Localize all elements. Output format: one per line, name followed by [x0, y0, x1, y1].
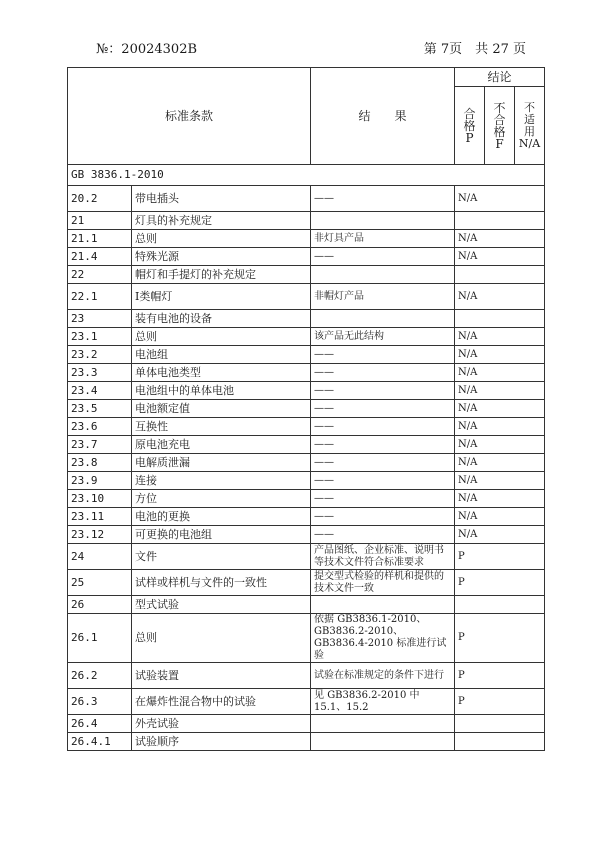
- clause-table: [67, 67, 545, 751]
- verdict-cell: N/A: [455, 418, 545, 436]
- table-row: [68, 472, 545, 490]
- clause-number: 26.2: [68, 663, 132, 689]
- result-cell: [311, 715, 455, 733]
- verdict-cell: [455, 715, 545, 733]
- verdict-cell: N/A: [455, 248, 545, 266]
- clause-title: 总则: [132, 328, 311, 346]
- clause-number: 23.12: [68, 526, 132, 544]
- result-cell: ——: [311, 186, 455, 212]
- clause-number: 23.9: [68, 472, 132, 490]
- clause-title: 方位: [132, 490, 311, 508]
- result-cell: [311, 266, 455, 284]
- table-row: [68, 400, 545, 418]
- clause-number: 25: [68, 570, 132, 596]
- table-row: [68, 328, 545, 346]
- verdict-cell: N/A: [455, 364, 545, 382]
- table-row: [68, 382, 545, 400]
- result-cell: ——: [311, 508, 455, 526]
- clause-number: 23: [68, 310, 132, 328]
- verdict-cell: N/A: [455, 284, 545, 310]
- table-row: [68, 526, 545, 544]
- verdict-cell: N/A: [455, 328, 545, 346]
- fail-header: 不 合 格 F: [485, 87, 515, 165]
- verdict-cell: N/A: [455, 436, 545, 454]
- clause-number: 26.1: [68, 614, 132, 663]
- result-cell: ——: [311, 400, 455, 418]
- result-cell: ——: [311, 364, 455, 382]
- table-row: [68, 733, 545, 751]
- table-row: [68, 454, 545, 472]
- clause-title: 可更换的电池组: [132, 526, 311, 544]
- clause-number: 23.4: [68, 382, 132, 400]
- result-cell: [311, 596, 455, 614]
- clause-number: 21.4: [68, 248, 132, 266]
- verdict-cell: N/A: [455, 472, 545, 490]
- result-cell: 非灯具产品: [311, 230, 455, 248]
- result-cell: ——: [311, 418, 455, 436]
- table-row: [68, 508, 545, 526]
- result-cell: 依据 GB3836.1-2010、GB3836.2-2010、GB3836.4-2010 标准进行试验: [311, 614, 455, 663]
- verdict-cell: P: [455, 570, 545, 596]
- clause-number: 21: [68, 212, 132, 230]
- clause-number: 23.3: [68, 364, 132, 382]
- clause-title: 电池的更换: [132, 508, 311, 526]
- verdict-cell: N/A: [455, 490, 545, 508]
- result-cell: 提交型式检验的样机和提供的技术文件一致: [311, 570, 455, 596]
- verdict-cell: P: [455, 614, 545, 663]
- clause-title: 灯具的补充规定: [132, 212, 311, 230]
- table-row: [68, 715, 545, 733]
- clause-title: 电池组: [132, 346, 311, 364]
- clause-number: 26.3: [68, 689, 132, 715]
- table-row: [68, 490, 545, 508]
- clause-number: 26.4: [68, 715, 132, 733]
- table-row: [68, 266, 545, 284]
- clause-title: 总则: [132, 230, 311, 248]
- result-cell: 非帽灯产品: [311, 284, 455, 310]
- standard-row: GB 3836.1-2010: [68, 165, 545, 186]
- clause-title: 装有电池的设备: [132, 310, 311, 328]
- verdict-cell: N/A: [455, 400, 545, 418]
- verdict-cell: N/A: [455, 454, 545, 472]
- clause-title: 在爆炸性混合物中的试验: [132, 689, 311, 715]
- report-number: №：20024302B: [96, 42, 198, 57]
- verdict-cell: P: [455, 663, 545, 689]
- result-cell: [311, 733, 455, 751]
- table-row: [68, 212, 545, 230]
- table-row: [68, 230, 545, 248]
- clause-number: 20.2: [68, 186, 132, 212]
- clause-number: 26: [68, 596, 132, 614]
- clause-number: 23.7: [68, 436, 132, 454]
- result-cell: ——: [311, 346, 455, 364]
- verdict-cell: [455, 596, 545, 614]
- table-row: [68, 346, 545, 364]
- clause-number: 23.2: [68, 346, 132, 364]
- table-row: [68, 418, 545, 436]
- clause-title: 原电池充电: [132, 436, 311, 454]
- table-row: [68, 544, 545, 570]
- result-header: 结 果: [311, 68, 455, 165]
- clause-title: 型式试验: [132, 596, 311, 614]
- clause-number: 26.4.1: [68, 733, 132, 751]
- page-counter: 第 7页 共 27 页: [423, 42, 526, 57]
- result-cell: 该产品无此结构: [311, 328, 455, 346]
- clause-number: 23.5: [68, 400, 132, 418]
- result-cell: ——: [311, 526, 455, 544]
- clause-number: 21.1: [68, 230, 132, 248]
- clause-title: 总则: [132, 614, 311, 663]
- result-cell: [311, 310, 455, 328]
- verdict-cell: N/A: [455, 186, 545, 212]
- table-row: [68, 364, 545, 382]
- verdict-header: 结论: [455, 68, 545, 87]
- verdict-cell: [455, 310, 545, 328]
- clause-title: 电解质泄漏: [132, 454, 311, 472]
- clause-number: 22: [68, 266, 132, 284]
- verdict-cell: N/A: [455, 508, 545, 526]
- clause-number: 23.6: [68, 418, 132, 436]
- clause-header: 标准条款: [68, 68, 311, 165]
- verdict-cell: N/A: [455, 346, 545, 364]
- clause-number: 22.1: [68, 284, 132, 310]
- table-row: [68, 436, 545, 454]
- result-cell: 试验在标准规定的条件下进行: [311, 663, 455, 689]
- verdict-cell: N/A: [455, 382, 545, 400]
- clause-number: 23.1: [68, 328, 132, 346]
- clause-title: 电池组中的单体电池: [132, 382, 311, 400]
- table-row: [68, 570, 545, 596]
- table-row: [68, 614, 545, 663]
- table-row: [68, 248, 545, 266]
- result-cell: [311, 212, 455, 230]
- na-header: 不 适 用 N/A: [515, 87, 545, 165]
- result-cell: ——: [311, 382, 455, 400]
- clause-title: 文件: [132, 544, 311, 570]
- clause-title: 电池额定值: [132, 400, 311, 418]
- verdict-cell: [455, 733, 545, 751]
- result-cell: ——: [311, 454, 455, 472]
- clause-title: Ⅰ类帽灯: [132, 284, 311, 310]
- verdict-cell: N/A: [455, 230, 545, 248]
- clause-number: 23.10: [68, 490, 132, 508]
- clause-title: 试样或样机与文件的一致性: [132, 570, 311, 596]
- clause-title: 试验装置: [132, 663, 311, 689]
- clause-title: 带电插头: [132, 186, 311, 212]
- clause-title: 外壳试验: [132, 715, 311, 733]
- clause-title: 特殊光源: [132, 248, 311, 266]
- verdict-cell: P: [455, 689, 545, 715]
- verdict-cell: [455, 212, 545, 230]
- table-row: [68, 663, 545, 689]
- result-cell: 产品图纸、企业标准、说明书等技术文件符合标准要求: [311, 544, 455, 570]
- table-row: [68, 186, 545, 212]
- result-cell: 见 GB3836.2-2010 中 15.1、15.2: [311, 689, 455, 715]
- table-row: [68, 689, 545, 715]
- result-cell: ——: [311, 490, 455, 508]
- result-cell: ——: [311, 472, 455, 490]
- clause-title: 连接: [132, 472, 311, 490]
- table-row: [68, 310, 545, 328]
- table-row: [68, 284, 545, 310]
- verdict-cell: N/A: [455, 526, 545, 544]
- clause-title: 试验顺序: [132, 733, 311, 751]
- table-row: [68, 596, 545, 614]
- clause-number: 23.8: [68, 454, 132, 472]
- result-cell: ——: [311, 248, 455, 266]
- verdict-cell: [455, 266, 545, 284]
- clause-title: 帽灯和手提灯的补充规定: [132, 266, 311, 284]
- result-cell: ——: [311, 436, 455, 454]
- pass-header: 合 格 P: [455, 87, 485, 165]
- clause-number: 24: [68, 544, 132, 570]
- verdict-cell: P: [455, 544, 545, 570]
- clause-title: 单体电池类型: [132, 364, 311, 382]
- clause-number: 23.11: [68, 508, 132, 526]
- clause-title: 互换性: [132, 418, 311, 436]
